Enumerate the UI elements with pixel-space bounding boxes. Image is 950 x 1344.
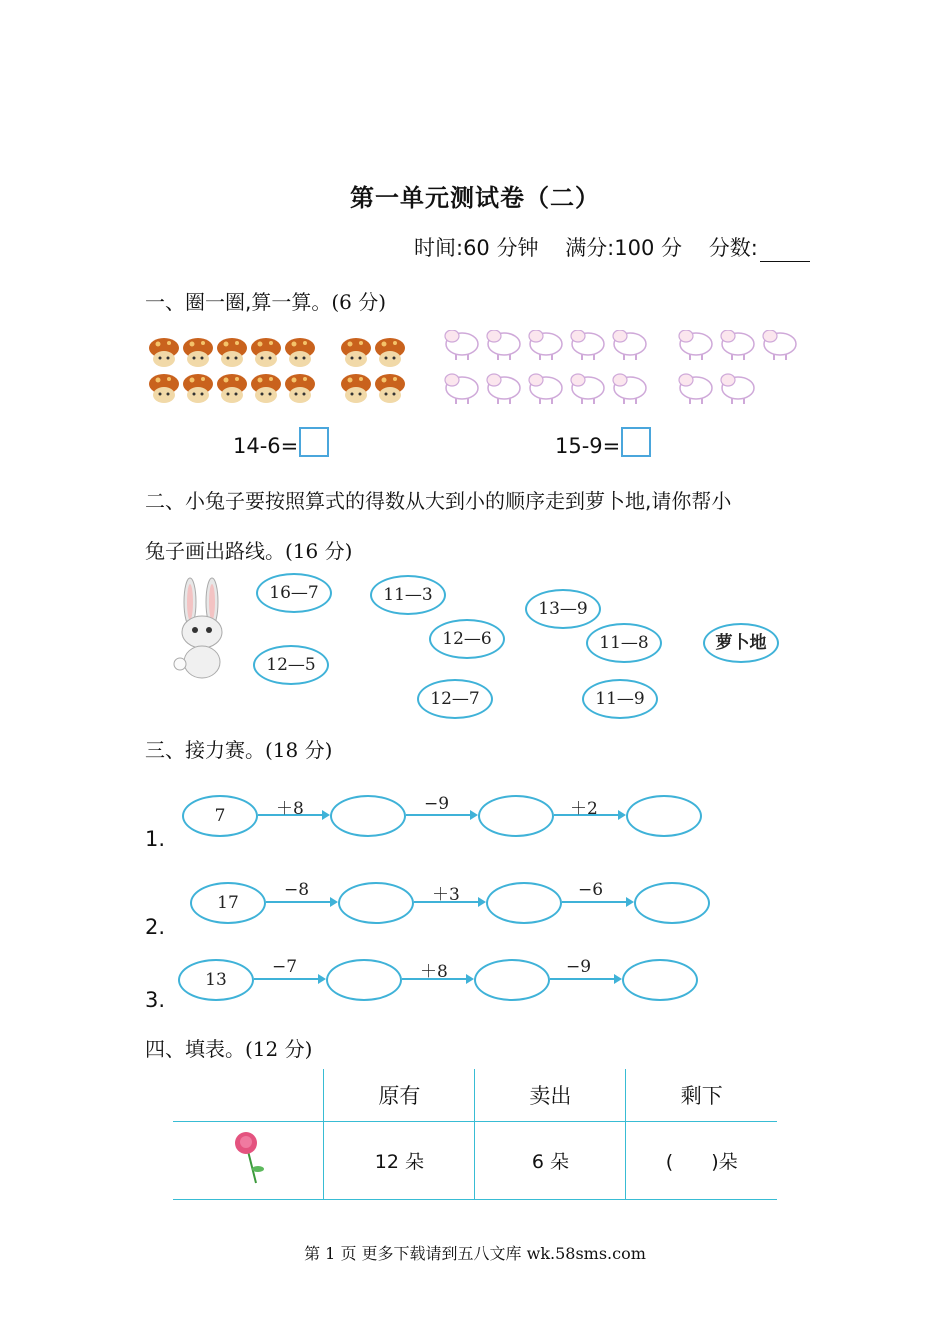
cell-original: 12 朵 — [324, 1122, 475, 1200]
rose-icon — [228, 1129, 268, 1187]
page-title: 第一单元测试卷（二） — [350, 183, 600, 212]
answer-box-2[interactable] — [621, 427, 651, 457]
section-2-heading: 二、小兔子要按照算式的得数从大到小的顺序走到萝卜地,请你帮小 — [145, 489, 732, 513]
cell-sold: 6 朵 — [475, 1122, 626, 1200]
carrot-field-oval[interactable]: 萝卜地 — [703, 623, 779, 663]
sheep-group — [445, 330, 796, 404]
section-3-heading: 三、接力赛。(18 分) — [145, 738, 333, 762]
equation-1: 14-6= — [233, 427, 329, 458]
path-oval-12-7[interactable]: 12—7 — [417, 679, 493, 719]
header-remaining: 剩下 — [626, 1069, 777, 1122]
relay-3-start: 13 — [178, 959, 254, 1001]
path-oval-16-7[interactable]: 16—7 — [256, 573, 332, 613]
relay-3-op-2: ＋8 — [420, 962, 448, 982]
exam-meta — [414, 232, 810, 262]
relay-1-start: 7 — [182, 795, 258, 837]
path-oval-13-9[interactable]: 13—9 — [525, 589, 601, 629]
mushroom-group — [149, 338, 405, 403]
relay-1-op-3: ＋2 — [570, 799, 598, 819]
header-original: 原有 — [324, 1069, 475, 1122]
rabbit-image — [166, 574, 236, 684]
relay-3-blank-1[interactable] — [326, 959, 402, 1001]
relay-2-op-3: −6 — [578, 880, 604, 900]
flower-cell — [173, 1122, 324, 1200]
relay-2-blank-2[interactable] — [486, 882, 562, 924]
relay-2-op-2: ＋3 — [432, 885, 460, 905]
relay-3-blank-3[interactable] — [622, 959, 698, 1001]
relay-3-blank-2[interactable] — [474, 959, 550, 1001]
section-1-heading: 一、圈一圈,算一算。(6 分) — [145, 290, 387, 314]
equation-2: 15-9= — [555, 427, 651, 458]
score-label: 分数: — [708, 236, 758, 260]
relay-row-2-label: 2. — [145, 915, 166, 939]
table-corner-cell — [173, 1069, 324, 1122]
relay-2-blank-1[interactable] — [338, 882, 414, 924]
relay-1-op-2: −9 — [424, 794, 450, 814]
relay-3-op-3: −9 — [566, 957, 592, 977]
section-4-heading: 四、填表。(12 分) — [145, 1037, 313, 1061]
path-oval-11-3[interactable]: 11—3 — [370, 575, 446, 615]
relay-1-op-1: ＋8 — [276, 799, 304, 819]
cell-remaining[interactable]: ( )朵 — [626, 1122, 777, 1200]
path-oval-12-5[interactable]: 12—5 — [253, 645, 329, 685]
header-sold: 卖出 — [475, 1069, 626, 1122]
relay-1-blank-1[interactable] — [330, 795, 406, 837]
relay-row-1-label: 1. — [145, 827, 166, 851]
relay-3-op-1: −7 — [272, 957, 298, 977]
page-footer: 第 1 页 更多下载请到五八文库 wk.58sms.com — [304, 1244, 646, 1263]
path-oval-11-9[interactable]: 11—9 — [582, 679, 658, 719]
full-score-label: 满分:100 分 — [565, 236, 683, 260]
time-label: 时间:60 分钟 — [414, 236, 539, 260]
relay-2-op-1: −8 — [284, 880, 310, 900]
path-oval-11-8[interactable]: 11—8 — [586, 623, 662, 663]
relay-1-blank-2[interactable] — [478, 795, 554, 837]
relay-row-3-label: 3. — [145, 988, 166, 1012]
counting-pictures — [140, 330, 820, 410]
score-blank[interactable] — [760, 239, 810, 262]
section-2-heading-line2: 兔子画出路线。(16 分) — [145, 539, 353, 563]
relay-2-start: 17 — [190, 882, 266, 924]
answer-box-1[interactable] — [299, 427, 329, 457]
path-oval-12-6[interactable]: 12—6 — [429, 619, 505, 659]
relay-2-blank-3[interactable] — [634, 882, 710, 924]
fill-table — [173, 1069, 777, 1200]
relay-1-blank-3[interactable] — [626, 795, 702, 837]
